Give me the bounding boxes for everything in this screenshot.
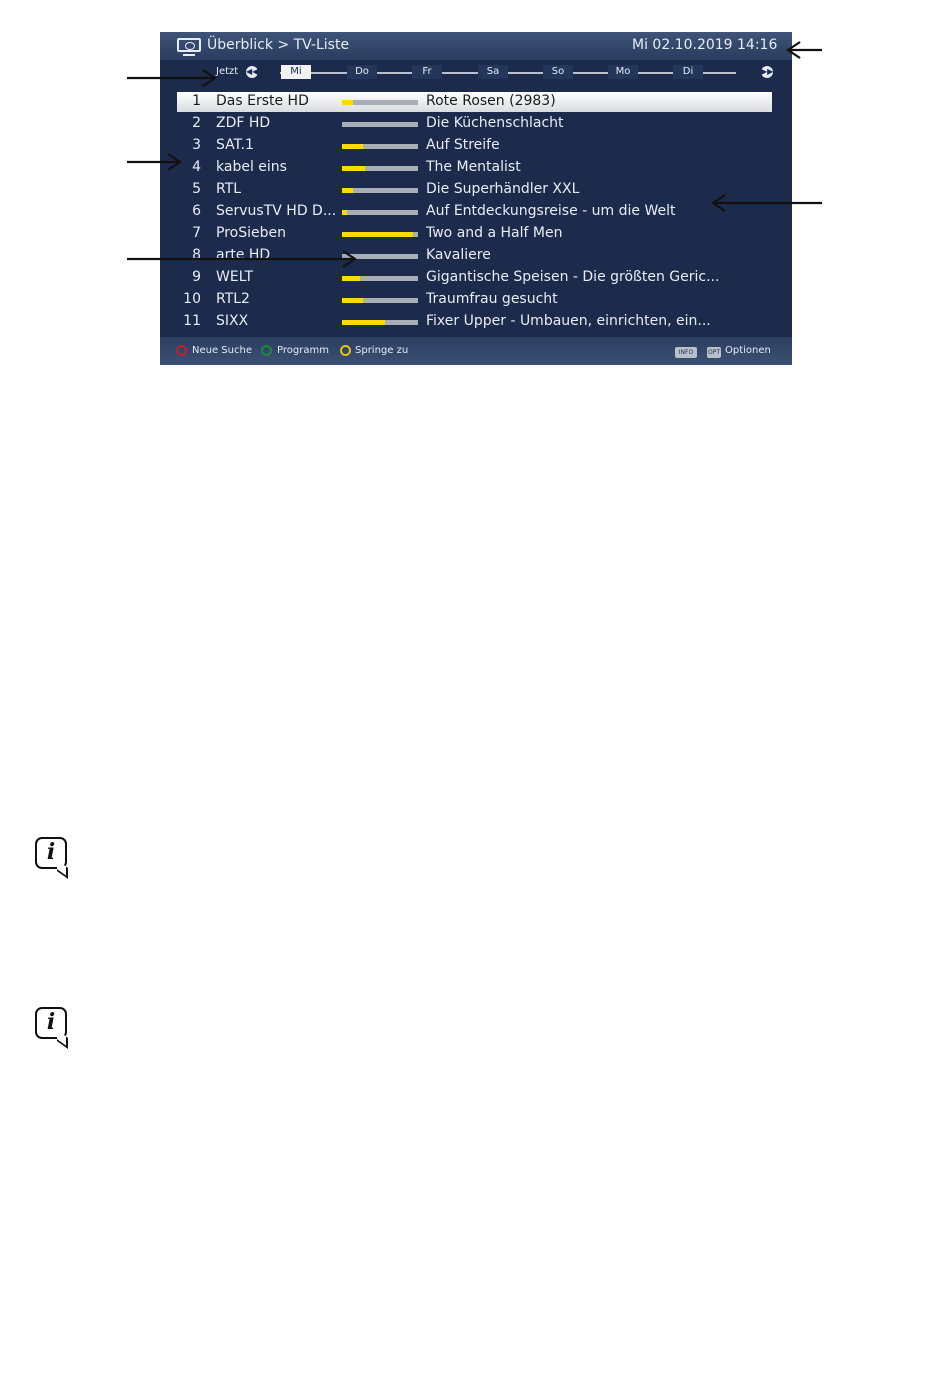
channel-number: 8 — [192, 247, 201, 263]
program-title: Traumfrau gesucht — [426, 291, 558, 307]
channel-name: Das Erste HD — [216, 93, 309, 109]
channel-number: 5 — [192, 181, 201, 197]
callout-arrow-program — [713, 195, 822, 211]
channel-name: arte HD — [216, 247, 271, 263]
day-tab-sa[interactable]: Sa — [478, 65, 508, 79]
program-title: Fixer Upper - Umbauen, einrichten, ein... — [426, 313, 711, 329]
fast-forward-icon[interactable]: ▶▶ — [761, 67, 774, 76]
callout-arrow-time — [788, 42, 822, 58]
program-title: Two and a Half Men — [426, 225, 563, 241]
channel-number: 1 — [192, 93, 201, 109]
channel-name: ProSieben — [216, 225, 286, 241]
header-time: 14:16 — [737, 37, 778, 53]
day-tab-so[interactable]: So — [543, 65, 573, 79]
channel-number: 4 — [192, 159, 201, 175]
channel-name: kabel eins — [216, 159, 287, 175]
channel-name: WELT — [216, 269, 254, 285]
channel-name: SIXX — [216, 313, 249, 329]
callout-arrows — [0, 0, 950, 400]
channel-name: ZDF HD — [216, 115, 271, 131]
program-title: Auf Streife — [426, 137, 500, 153]
channel-name: RTL — [216, 181, 242, 197]
info-key-icon[interactable]: INFO — [675, 347, 697, 358]
header-date: Mi 02.10.2019 — [632, 37, 733, 53]
callout-arrow-progress — [127, 251, 355, 267]
day-tab-mi[interactable]: Mi — [281, 65, 311, 79]
breadcrumb: Überblick > TV-Liste — [207, 37, 350, 53]
day-tab-do[interactable]: Do — [347, 65, 377, 79]
jump-to-label[interactable]: Springe zu — [355, 345, 409, 356]
new-search-label[interactable]: Neue Suche — [192, 345, 252, 356]
opt-key-icon[interactable]: OPT — [707, 349, 720, 356]
program-title: Auf Entdeckungsreise - um die Welt — [426, 203, 676, 219]
info-note-icon: i — [35, 1007, 67, 1039]
now-label[interactable]: Jetzt — [216, 66, 239, 77]
options-label[interactable]: Optionen — [725, 345, 771, 356]
callout-arrow-channel — [127, 154, 180, 170]
channel-name: RTL2 — [216, 291, 250, 307]
day-tab-mo[interactable]: Mo — [608, 65, 638, 79]
channel-number: 2 — [192, 115, 201, 131]
channel-name: ServusTV HD D... — [216, 203, 337, 219]
program-title: Die Küchenschlacht — [426, 115, 564, 131]
channel-number: 10 — [183, 291, 201, 307]
channel-name: SAT.1 — [216, 137, 254, 153]
channel-number: 7 — [192, 225, 201, 241]
program-title: Gigantische Speisen - Die größten Geric... — [426, 269, 720, 285]
info-note-icon: i — [35, 837, 67, 869]
program-title: Kavaliere — [426, 247, 491, 263]
channel-number: 11 — [183, 313, 201, 329]
day-tab-fr[interactable]: Fr — [412, 65, 442, 79]
channel-number: 6 — [192, 203, 201, 219]
program-title: The Mentalist — [426, 159, 521, 175]
day-tab-di[interactable]: Di — [673, 65, 703, 79]
program-title: Die Superhändler XXL — [426, 181, 580, 197]
program-label[interactable]: Programm — [277, 345, 329, 356]
callout-arrow-now — [127, 70, 215, 86]
program-title: Rote Rosen (2983) — [426, 93, 556, 109]
channel-number: 3 — [192, 137, 201, 153]
channel-number: 9 — [192, 269, 201, 285]
rewind-icon[interactable]: ◀◀ — [246, 67, 259, 76]
